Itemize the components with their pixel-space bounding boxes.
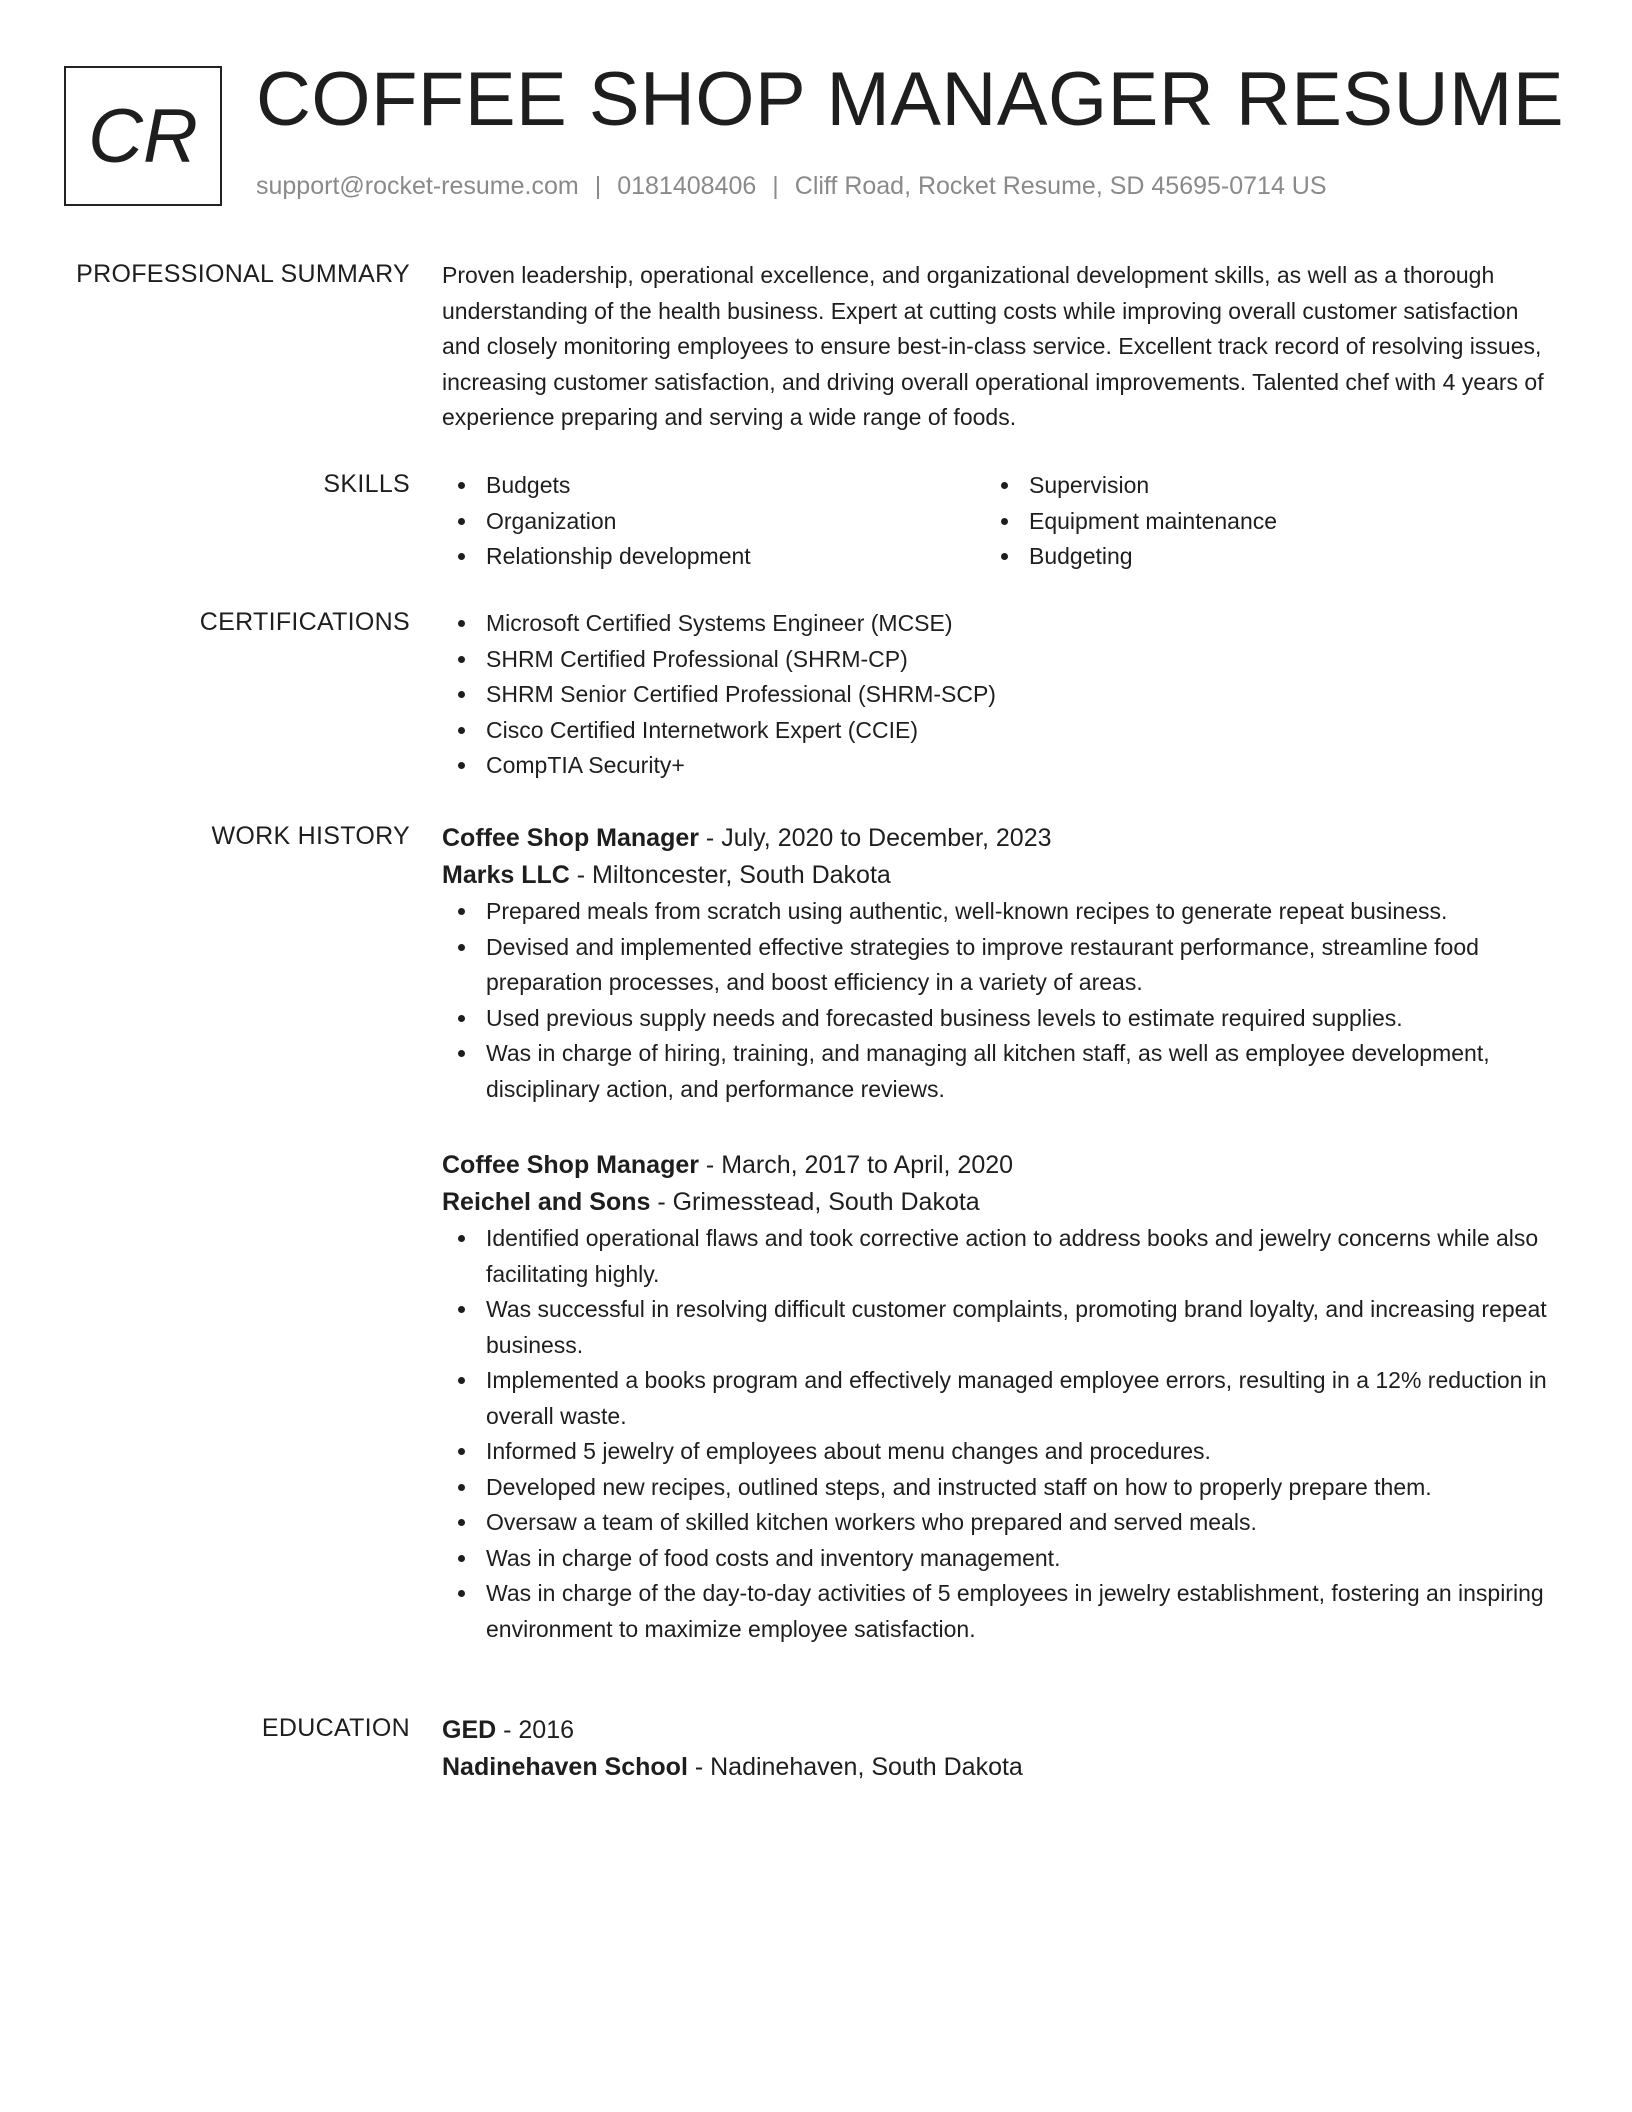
section-label-certifications: CERTIFICATIONS: [199, 608, 410, 636]
job-company: Marks LLC: [442, 861, 570, 889]
certification-item: Microsoft Certified Systems Engineer (MCSE): [442, 606, 1552, 642]
section-label-summary: PROFESSIONAL SUMMARY: [76, 260, 410, 288]
skills-list-left: [442, 468, 985, 575]
job-location: - Grimesstead, South Dakota: [650, 1188, 980, 1216]
skill-item: Budgeting: [985, 539, 1528, 575]
job-title-line: [442, 1147, 1552, 1184]
job-duty: Developed new recipes, outlined steps, and instructed staff on how to properly prepare them.: [442, 1470, 1552, 1506]
job-duty: Identified operational flaws and took corrective action to address books and jewelry concerns while also facilitating highly.: [442, 1221, 1552, 1292]
job-dates: - March, 2017 to April, 2020: [698, 1151, 1014, 1179]
job-duties-list: [442, 1221, 1552, 1647]
degree-year: - 2016: [496, 1716, 575, 1744]
degree-line: [442, 1712, 1552, 1749]
job-entry: [442, 820, 1552, 1107]
certifications-body: [442, 606, 1552, 784]
contact-email[interactable]: support@rocket-resume.com: [256, 172, 579, 200]
summary-text: Proven leadership, operational excellence, and organizational development skills, as well as a thorough understanding of the health business. Expert at cutting costs while improving overall customer satisfaction and closely monitoring employees to ensure best-in-class service. Excellent track record of resolving issues, increasing customer satisfaction, and driving overall operational improvements. Talented chef with 4 years of experience preparing and serving a wide range of foods.: [442, 262, 1544, 430]
monogram-text: CR: [88, 93, 198, 179]
job-duty: Used previous supply needs and forecasted business levels to estimate required supplies.: [442, 1001, 1552, 1037]
contact-separator: |: [594, 172, 602, 200]
work-history-body: [442, 820, 1552, 1647]
job-duties-list: [442, 894, 1552, 1107]
education-body: [442, 1712, 1552, 1786]
school-name: Nadinehaven School: [442, 1753, 688, 1781]
job-dates: - July, 2020 to December, 2023: [698, 824, 1052, 852]
job-title: Coffee Shop Manager: [442, 1151, 699, 1179]
job-duty: Informed 5 jewelry of employees about menu changes and procedures.: [442, 1434, 1552, 1470]
skill-item: Supervision: [985, 468, 1528, 504]
certifications-list: [442, 606, 1552, 784]
job-duty: Prepared meals from scratch using authentic, well-known recipes to generate repeat business.: [442, 894, 1552, 930]
skills-grid: [442, 468, 1552, 575]
section-label-skills: SKILLS: [323, 470, 410, 498]
job-company: Reichel and Sons: [442, 1188, 651, 1216]
contact-phone[interactable]: 0181408406: [617, 172, 757, 200]
job-duty: Was in charge of food costs and inventory management.: [442, 1541, 1552, 1577]
job-company-line: [442, 1184, 1552, 1221]
job-duty: Was in charge of hiring, training, and managing all kitchen staff, as well as employee development, disciplinary action, and performance reviews.: [442, 1036, 1552, 1107]
certification-item: Cisco Certified Internetwork Expert (CCIE): [442, 713, 1552, 749]
contact-line: [256, 172, 1327, 201]
monogram-logo: [64, 66, 222, 206]
skill-item: Organization: [442, 504, 985, 540]
skills-list-right: [985, 468, 1528, 575]
contact-separator: |: [772, 172, 779, 200]
skill-item: Equipment maintenance: [985, 504, 1528, 540]
job-entry: [442, 1147, 1552, 1647]
skill-item: Relationship development: [442, 539, 985, 575]
job-duty: Implemented a books program and effectively managed employee errors, resulting in a 12% reduction in overall waste.: [442, 1363, 1552, 1434]
degree: GED: [442, 1716, 497, 1744]
skill-item: Budgets: [442, 468, 985, 504]
section-label-work-history: WORK HISTORY: [211, 822, 410, 850]
section-label-education: EDUCATION: [261, 1714, 410, 1742]
summary-body: [442, 258, 1552, 436]
job-company-line: [442, 857, 1552, 894]
resume-title: COFFEE SHOP MANAGER RESUME: [256, 57, 1565, 142]
job-duty: Was in charge of the day-to-day activities of 5 employees in jewelry establishment, fostering an inspiring environment to maximize employee satisfaction.: [442, 1576, 1552, 1647]
certification-item: SHRM Certified Professional (SHRM-CP): [442, 642, 1552, 678]
contact-address: Cliff Road, Rocket Resume, SD 45695-0714 US: [794, 172, 1327, 200]
job-duty: Was successful in resolving difficult customer complaints, promoting brand loyalty, and increasing repeat business.: [442, 1292, 1552, 1363]
certification-item: CompTIA Security+: [442, 748, 1552, 784]
job-location: - Miltoncester, South Dakota: [569, 861, 891, 889]
school-line: [442, 1749, 1552, 1786]
job-title-line: [442, 820, 1552, 857]
job-title: Coffee Shop Manager: [442, 824, 699, 852]
certification-item: SHRM Senior Certified Professional (SHRM-SCP): [442, 677, 1552, 713]
school-location: - Nadinehaven, South Dakota: [687, 1753, 1023, 1781]
job-duty: Oversaw a team of skilled kitchen workers who prepared and served meals.: [442, 1505, 1552, 1541]
job-duty: Devised and implemented effective strategies to improve restaurant performance, streamline food preparation processes, and boost efficiency in a variety of areas.: [442, 930, 1552, 1001]
